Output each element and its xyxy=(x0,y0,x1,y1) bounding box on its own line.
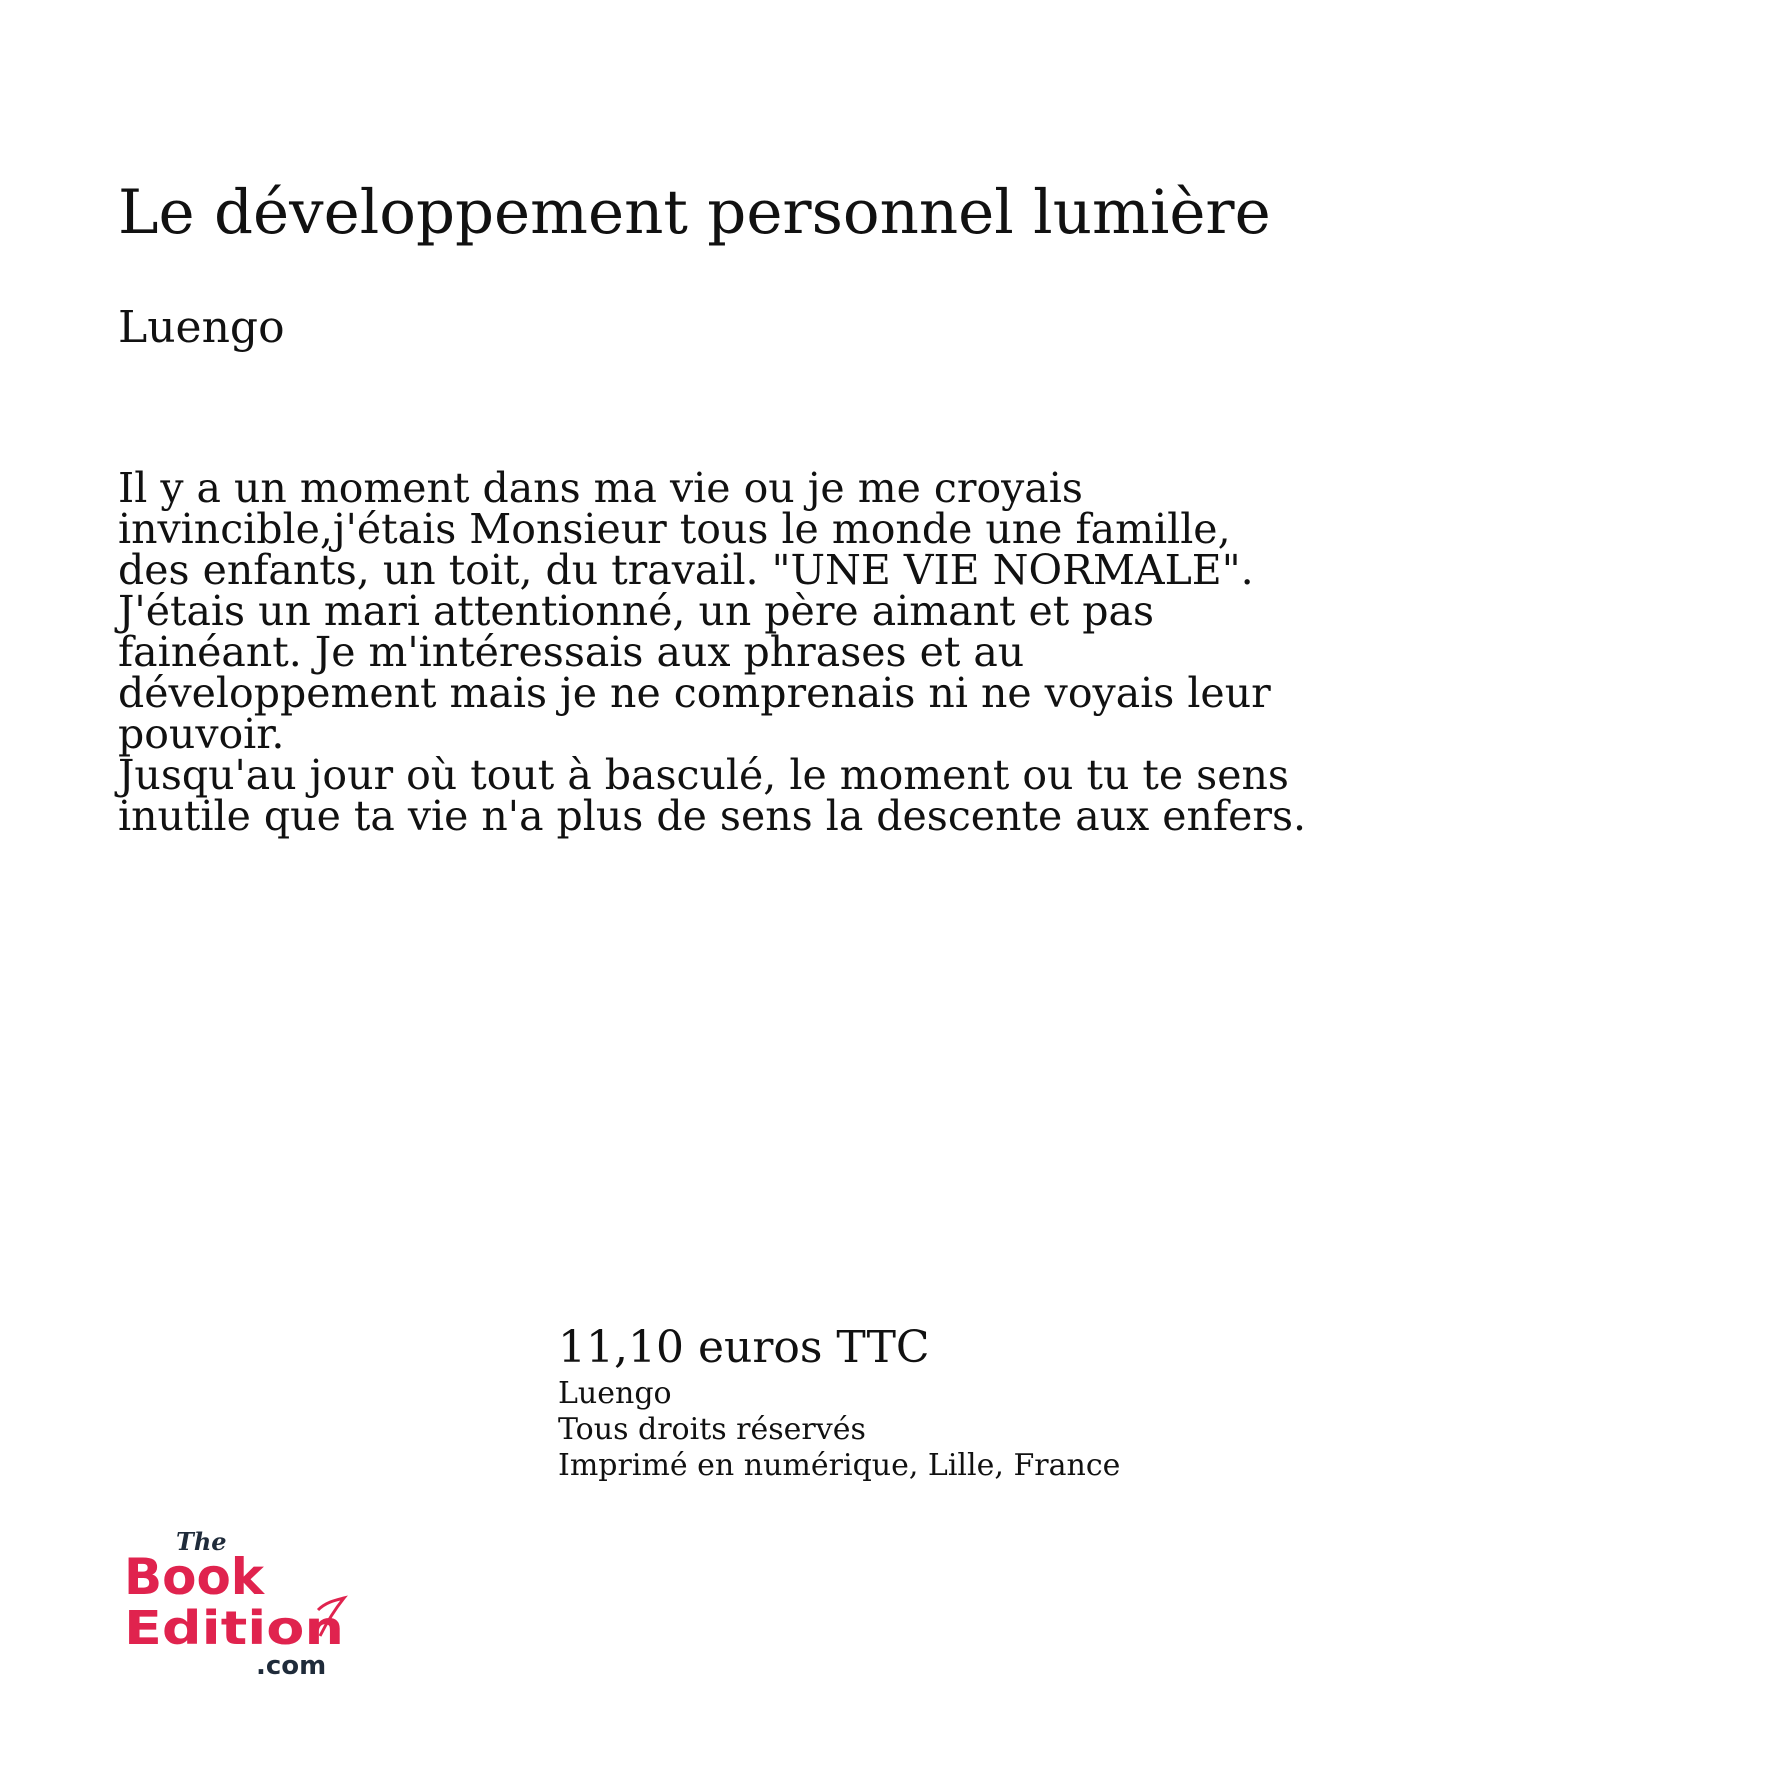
book-title: Le développement personnel lumière xyxy=(118,177,1271,248)
imprint-block xyxy=(558,1320,1120,1484)
blurb-line: développement mais je ne comprenais ni ne voyais leur xyxy=(118,669,1271,717)
book-author: Luengo xyxy=(118,302,285,353)
blurb-line: pouvoir. xyxy=(118,710,285,758)
blurb-line: fainéant. Je m'intéressais aux phrases et au xyxy=(118,628,1025,676)
rights-notice: Tous droits réservés xyxy=(558,1412,866,1447)
blurb-line: J'étais un mari attentionné, un père aimant et pas xyxy=(118,587,1155,635)
blurb-line: Jusqu'au jour où tout à basculé, le moment ou tu te sens xyxy=(118,751,1289,799)
printing-info: Imprimé en numérique, Lille, France xyxy=(558,1448,1121,1483)
logo-edition-text: Edition xyxy=(124,1601,344,1655)
logo-book-text: Book xyxy=(124,1548,265,1606)
blurb-line: des enfants, un toit, du travail. "UNE VIE NORMALE". xyxy=(118,546,1254,594)
thebookedition-logo xyxy=(122,1528,362,1688)
blurb-line: invincible,j'étais Monsieur tous le monde une famille, xyxy=(118,505,1231,553)
price-label: 11,10 euros TTC xyxy=(558,1322,930,1373)
logo-the-text: The xyxy=(176,1528,227,1556)
blurb-line: Il y a un moment dans ma vie ou je me croyais xyxy=(118,464,1083,512)
back-cover-blurb xyxy=(118,464,1368,840)
blurb-line: inutile que ta vie n'a plus de sens la descente aux enfers. xyxy=(118,792,1307,840)
logo-com-text: .com xyxy=(256,1651,327,1681)
imprint-author: Luengo xyxy=(558,1376,672,1411)
